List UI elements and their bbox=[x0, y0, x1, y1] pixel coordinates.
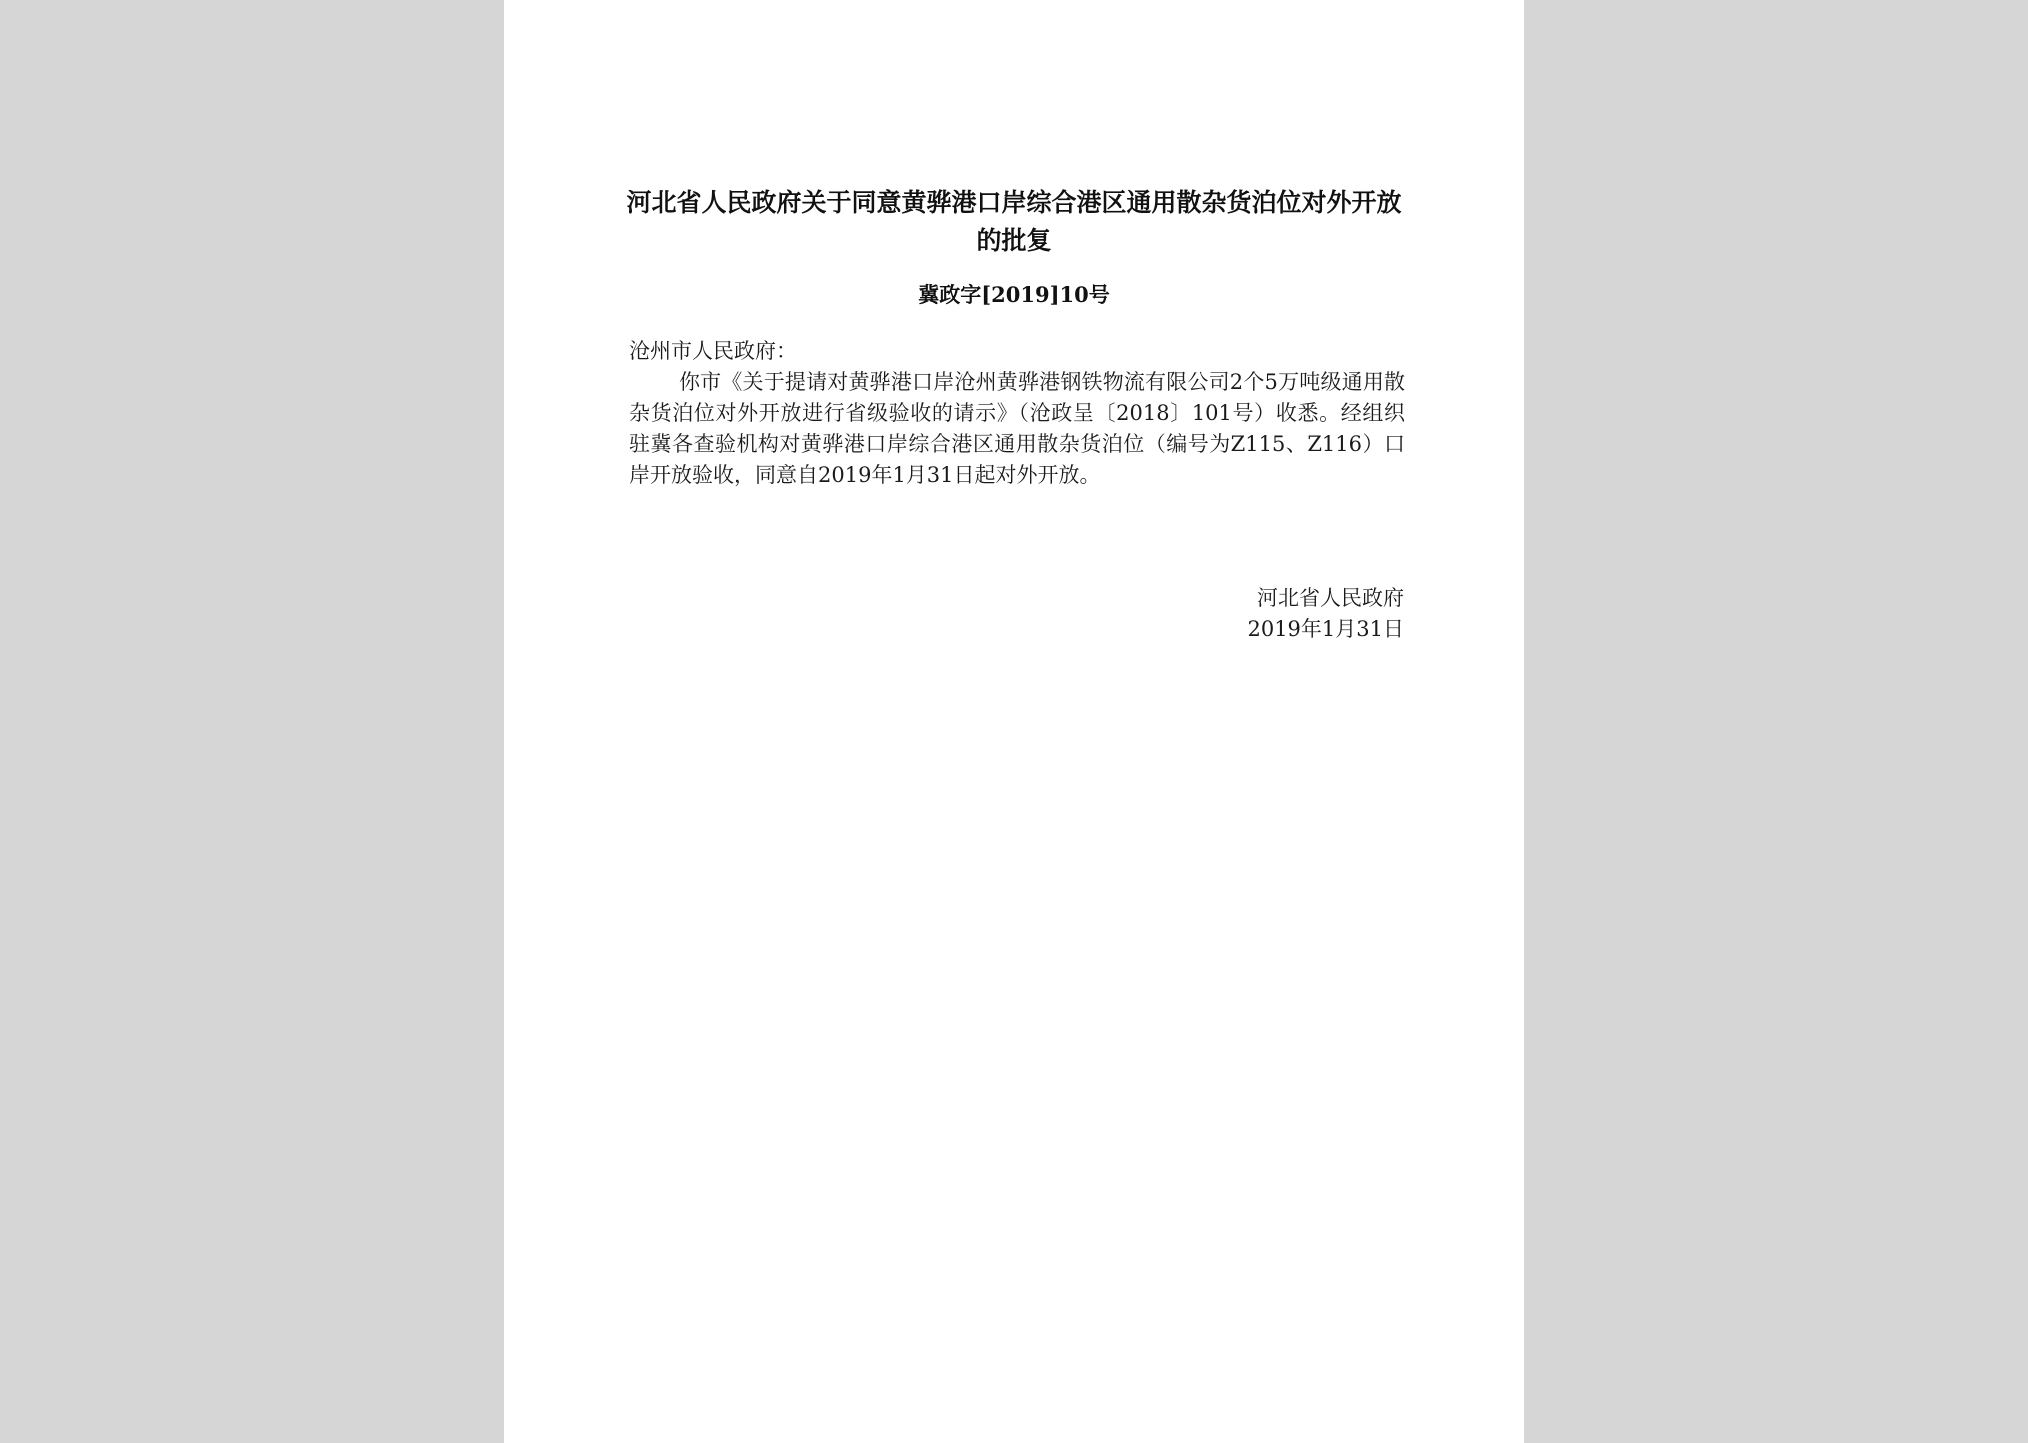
body-paragraph: 你市《关于提请对黄骅港口岸沧州黄骅港钢铁物流有限公司2个5万吨级通用散杂货泊位对外开放进行省级验收的请示》（沧政呈〔2018〕101号）收悉。经组织驻冀各查验机构对黄骅港口岸综合港区通用散杂货泊位（编号为Z115、Z116）口岸开放验收，同意自2019年1月31日起对外开放。 bbox=[629, 370, 1405, 487]
addressee: 沧州市人民政府： bbox=[629, 339, 797, 363]
signature-block bbox=[1247, 583, 1404, 645]
signature-organization: 河北省人民政府 bbox=[1257, 586, 1404, 610]
document-number: 冀政字[2019]10号 bbox=[918, 282, 1110, 307]
document-title: 河北省人民政府关于同意黄骅港口岸综合港区通用散杂货泊位对外开放的批复 bbox=[626, 188, 1402, 255]
signature-date: 2019年1月31日 bbox=[1247, 617, 1404, 641]
document-page bbox=[504, 0, 1524, 1443]
